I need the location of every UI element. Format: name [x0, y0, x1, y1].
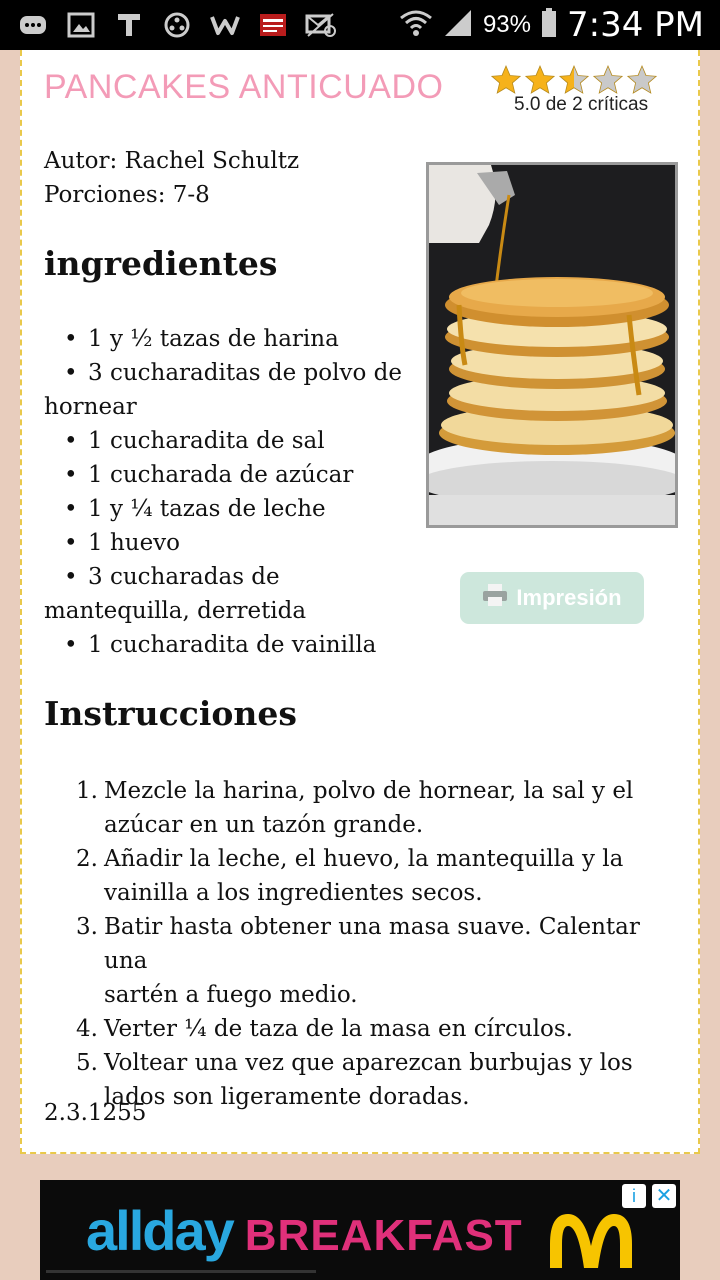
step-text: Añadir la leche, el huevo, la mantequilla y la [104, 846, 624, 872]
list-item-continuation: mantequilla, derretida [44, 598, 307, 624]
step-number: 5. [76, 1050, 98, 1076]
step-number [44, 876, 104, 910]
step-text: Mezcle la harina, polvo de hornear, la sal y el [104, 778, 634, 804]
battery-percent: 93% [482, 11, 531, 38]
print-label: Impresión [516, 585, 622, 610]
list-item: • 3 cucharadas de [64, 564, 280, 590]
battery-icon [541, 8, 557, 43]
signal-icon [443, 8, 473, 43]
clock: 7:34 PM [567, 5, 704, 45]
list-item: • 1 cucharada de azúcar [64, 462, 354, 488]
pancake-photo [426, 162, 678, 528]
step-text: Verter ¼ de taza de la masa en círculos. [104, 1016, 573, 1042]
instruction-continuation [44, 808, 684, 842]
step-number: 2. [76, 846, 98, 872]
chat-icon [16, 10, 50, 40]
list-item-continuation: hornear [44, 394, 137, 420]
step-number: 4. [76, 1016, 98, 1042]
rating-stars[interactable] [490, 64, 690, 96]
step-number [44, 978, 104, 1012]
step-number: 1. [76, 778, 98, 804]
status-bar [0, 0, 720, 50]
notification-icons [0, 10, 338, 40]
printer-icon [482, 583, 508, 613]
instruction-continuation [44, 876, 684, 910]
instructions-list [44, 774, 684, 1114]
instruction-step [44, 1012, 684, 1046]
rating[interactable] [490, 64, 690, 116]
wifi-icon [399, 9, 433, 42]
tmobile-icon [112, 10, 146, 40]
step-number [44, 808, 104, 842]
list-item: • 1 y ½ tazas de harina [64, 326, 339, 352]
image-icon [64, 10, 98, 40]
list-item: • 1 cucharadita de vainilla [64, 632, 377, 658]
wattpad-icon [208, 10, 242, 40]
star-icon[interactable] [490, 64, 522, 96]
step-text: Batir hasta obtener una masa suave. Calentar una [104, 914, 640, 974]
print-button[interactable] [460, 572, 644, 624]
gamepad-icon [160, 10, 194, 40]
list-item: • 3 cucharaditas de polvo de [64, 360, 402, 386]
instruction-step [44, 774, 684, 808]
ad-info-icon[interactable]: i [622, 1184, 646, 1208]
step-text: lados son ligeramente doradas. [104, 1084, 470, 1110]
step-text: azúcar en un tazón grande. [104, 812, 424, 838]
mcdonalds-logo[interactable] [546, 1210, 636, 1275]
ad-banner[interactable] [40, 1180, 680, 1280]
system-status [399, 5, 720, 45]
recipe-card [20, 50, 700, 1154]
step-text: Voltear una vez que aparezcan burbujas y los [104, 1050, 633, 1076]
instruction-step [44, 910, 684, 978]
step-number: 3. [76, 914, 98, 940]
servings: Porciones: 7-8 [44, 182, 210, 208]
review-count: 5.0 de 2 críticas [514, 94, 649, 115]
instruction-continuation [44, 978, 684, 1012]
recipe-title: PANCAKES ANTICUADO [44, 68, 444, 106]
ingredients-heading: ingredientes [44, 244, 278, 283]
instruction-step [44, 1046, 684, 1080]
ad-headline[interactable] [86, 1198, 523, 1263]
ad-fine-print [46, 1269, 326, 1277]
news-app-icon [256, 10, 290, 40]
ad-word-breakfast: BREAKFAST [244, 1211, 523, 1260]
ad-word-day: day [142, 1199, 233, 1262]
step-text: vainilla a los ingredientes secos. [104, 880, 483, 906]
star-icon[interactable] [558, 64, 590, 96]
star-icon[interactable] [524, 64, 556, 96]
recipe-meta [44, 144, 299, 212]
list-item: • 1 huevo [64, 530, 181, 556]
ingredients-list [44, 322, 404, 662]
ad-close-icon[interactable]: ✕ [652, 1184, 676, 1208]
list-item: • 1 cucharadita de sal [64, 428, 325, 454]
instruction-step [44, 842, 684, 876]
version-number: 2.3.1255 [44, 1100, 147, 1126]
step-text: sartén a fuego medio. [104, 982, 358, 1008]
author: Autor: Rachel Schultz [44, 148, 300, 174]
ad-word-all: all [86, 1199, 143, 1262]
star-icon[interactable] [626, 64, 658, 96]
list-item: • 1 y ¼ tazas de leche [64, 496, 326, 522]
star-icon[interactable] [592, 64, 624, 96]
instructions-heading: Instrucciones [44, 694, 297, 733]
mail-muted-icon [304, 10, 338, 40]
